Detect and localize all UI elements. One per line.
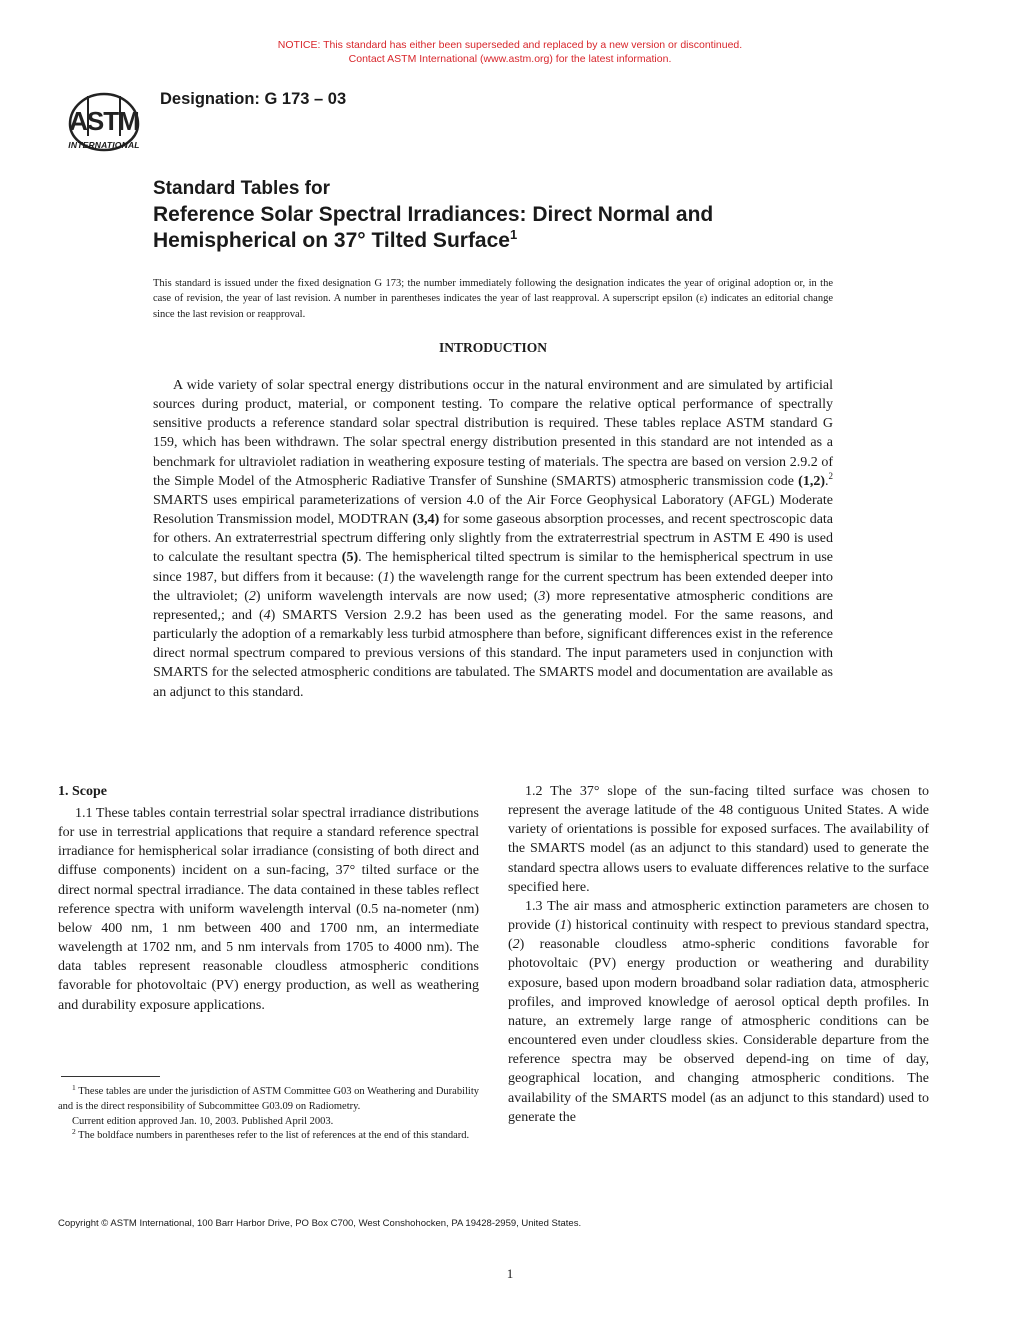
title-line-2: Reference Solar Spectral Irradiances: Direct Normal and [153,203,714,226]
section-1-2: 1.2 The 37° slope of the sun-facing tilted surface was chosen to represent the average latitude of the 48 contiguous United States. A wide variety of orientations is possible for exposed surfaces. The availability of the SMARTS model (as an adjunct to this standard) used to generate the standard spectra allows users to evaluate differences relative to the surface specified here. [508,784,929,895]
footnote-divider [61,1076,160,1077]
title-footnote-mark[interactable]: 1 [509,227,518,242]
reference-link[interactable]: (1,2) [798,473,825,489]
section-1-3: 1.3 The air mass and atmospheric extinction parameters are chosen to provide (1) historical continuity with respect to previous standard spectra, (2) reasonable cloudless atmo-spheric conditions favorable for photovoltaic (PV) energy production or weathering and durability exposure, based upon modern broadband solar radiation data, atmospheric profiles, and improved knowledge of aerosol optical depth profiles. In nature, an extremely large range of atmospheric conditions can be encountered even under cloudless skies. Considerable departure from the reference spectra may be observed depend-ing on time of day, geographical location, and changing atmospheric conditions. The availability of the SMARTS model (as an adjunct to this standard) used to generate the [508,898,929,1125]
issued-note: This standard is issued under the fixed designation G 173; the number immediately following the designation indicates the year of original adoption or, in the case of revision, the year of last revision. A number in parentheses indicates the year of last reapproval. A superscript epsilon (ε) indicates an editorial change since the last revision or reapproval. [153,278,833,320]
reference-link[interactable]: (5) [341,550,359,566]
right-column [508,782,929,1127]
logo-caption: INTERNATIONAL [68,140,140,150]
footnote-1: $^1$ These tables are under the jurisdiction of ASTM Committee G03 on Weathering and Durability and is the direct responsibility of Subcommittee G03.09 on Radiometry. [58,1083,479,1112]
footnote-2: $^2$ The boldface numbers in parentheses refer to the list of references at the end of this standard. [72,1127,470,1142]
introduction-heading: INTRODUCTION [438,340,547,355]
reference-link[interactable]: (3,4) [412,512,440,528]
logo-letters: ASTM [69,106,139,136]
scope-heading: 1. Scope [58,784,107,799]
footnote-link[interactable]: 2 [828,470,833,481]
footnotes [58,1085,479,1144]
left-column [58,782,479,1015]
copyright-line: Copyright © ASTM International, 100 Barr Harbor Drive, PO Box C700, West Conshohocken, PA 19428-2959, United States. [58,1218,582,1229]
section-1-1: 1.1 These tables contain terrestrial solar spectral irradiance distributions for use in terrestrial applications that require a standard reference spectral irradiance for hemispherical solar irradiance (consisting of both direct and diffuse components) incident on a sun-facing, 37° tilted surface or the direct normal spectral irradiance. The data contained in these tables reflect reference spectra with uniform wavelength interval (0.5 na-nometer (nm) below 400 nm, 1 nm between 400 and 1700 nm, an intermediate wavelength at 1702 nm, and 5 nm intervals from 1705 to 4000 nm). The data tables represent reasonable cloudless atmospheric conditions favorable for photovoltaic (PV) energy production, as well as weathering and durability exposure applications. [58,806,479,1013]
notice-line-1: NOTICE: This standard has either been superseded and replaced by a new version or discontinued. [277,39,743,51]
designation: Designation: G 173 – 03 [160,90,347,108]
title-line-3: Hemispherical on 37° Tilted Surface$^1$ [153,227,518,252]
supersede-notice [0,38,1020,66]
notice-line-2[interactable]: Contact ASTM International (www.astm.org) for the latest information. [348,53,672,65]
document-title [153,176,713,254]
footnote-1-edition: Current edition approved Jan. 10, 2003. Published April 2003. [72,1115,334,1127]
introduction-body: A wide variety of solar spectral energy distributions occur in the natural environment and are simulated by artificial sources during product, material, or component testing. To compare the relative optical performance of spectrally sensitive products a reference standard solar spectral distribution is required. These tables replace ASTM standard G 159, which has been withdrawn. The solar spectral energy distribution presented in this standard are not intended as a benchmark for ultraviolet radiation in weathering exposure testing of materials. The spectra are based on version 2.9.2 of the Simple Model of the Atmospheric Radiative Transfer of Sunshine (SMARTS) atmospheric transmission code (1,2).$^2$ SMARTS uses empirical parameterizations of version 4.0 of the Air Force Geophysical Laboratory (AFGL) Moderate Resolution Transmission model, MODTRAN (3,4) for some gaseous absorption processes, and recent spectroscopic data for others. An extraterrestrial spectrum differing only slightly from the extraterrestrial spectrum in ASTM E 490 is used to calculate the resultant spectra (5). The hemispherical tilted spectrum is similar to the hemispherical spectrum in use since 1987, but differs from it because: (1) the wavelength range for the current spectrum has been extended deeper into the ultraviolet; (2) uniform wavelength intervals are now used; (3) more representative atmospheric conditions are represented,; and (4) SMARTS Version 2.9.2 has been used as the generating model. For the same reasons, and particularly the adoption of a remarkably less turbid atmosphere than before, significant differences exist in the reference direct normal spectrum compared to previous versions of this standard. The input parameters used in conjunction with SMARTS for the selected atmospheric conditions are tabulated. The SMARTS model and documentation are available as an adjunct to this standard. [153,378,834,700]
title-line-1: Standard Tables for [153,178,331,199]
page-number: 1 [506,1266,514,1281]
